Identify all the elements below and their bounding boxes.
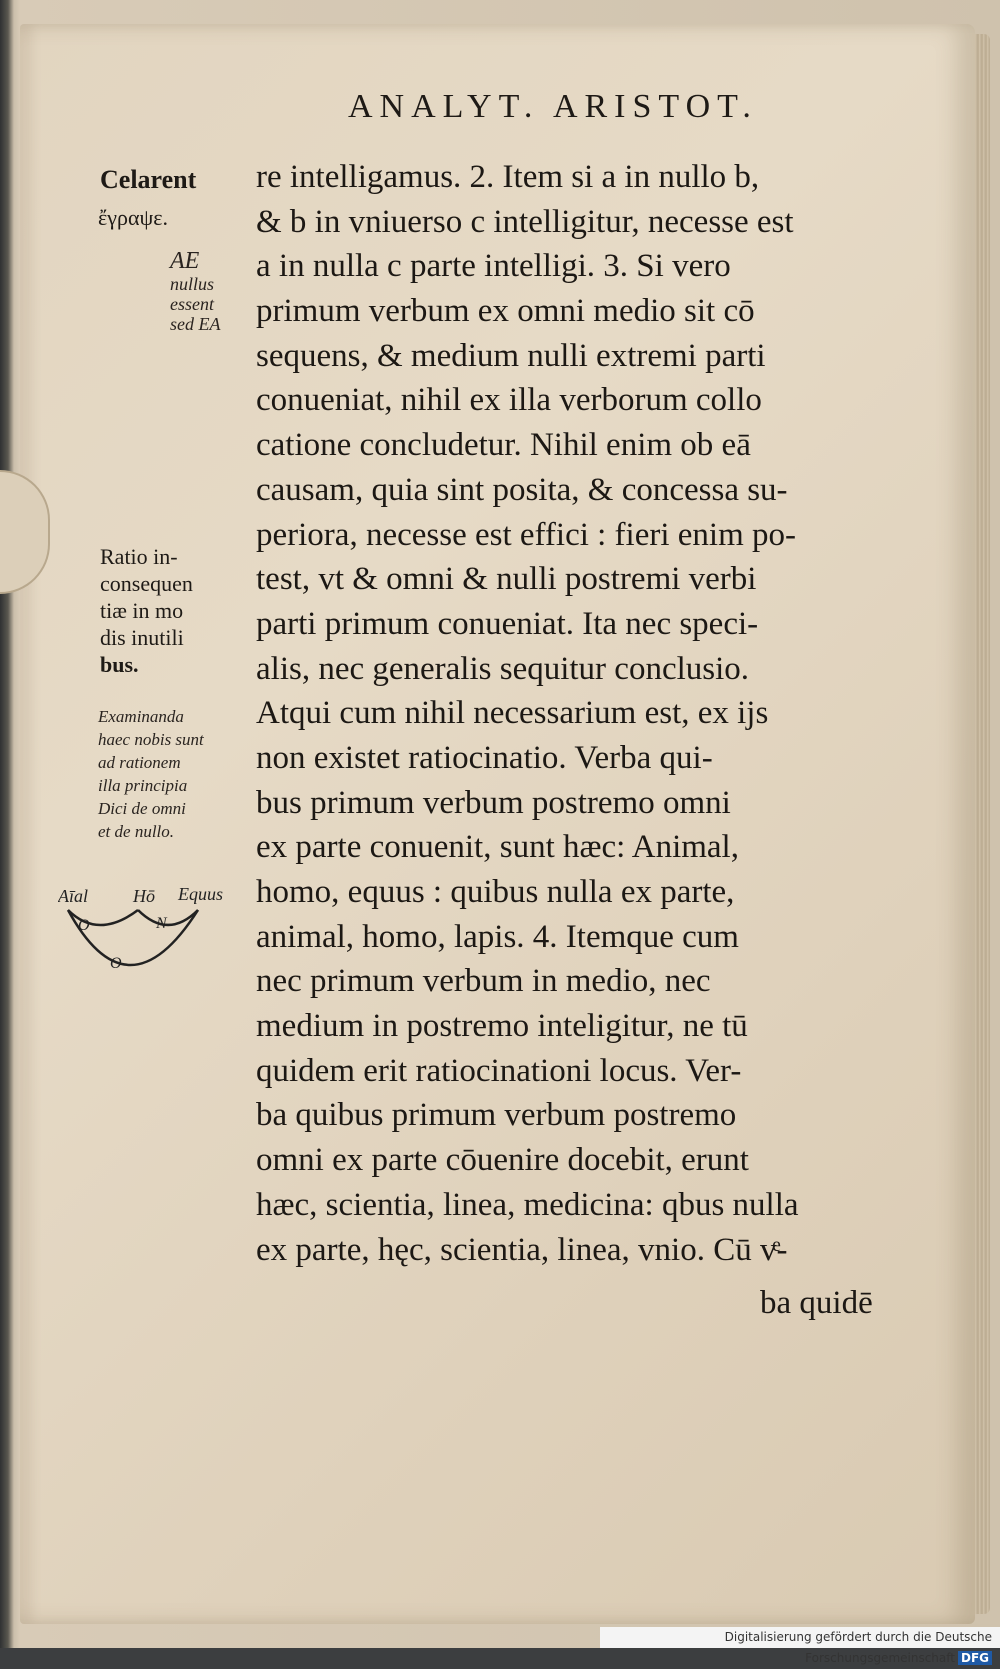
text-line: non existet ratiocinatio. Verba qui- bbox=[256, 739, 713, 776]
body-text bbox=[256, 155, 926, 1272]
text-line: a in nulla c parte intelligi. 3. Si vero bbox=[256, 248, 731, 285]
handwritten-line: essent bbox=[170, 294, 214, 314]
handwritten-note-top bbox=[170, 248, 262, 334]
footer-text: Digitalisierung gefördert durch die Deutsche Forschungsgemeinschaft bbox=[724, 1630, 992, 1665]
text-line: sequens, & medium nulli extremi parti bbox=[256, 337, 766, 374]
text-line: causam, quia sint posita, & concessa su- bbox=[256, 471, 788, 508]
diagram-label: O bbox=[78, 917, 90, 934]
handwritten-line: sed EA bbox=[170, 314, 221, 334]
margin-line: consequen bbox=[100, 571, 193, 596]
handwritten-line: ad rationem bbox=[98, 753, 181, 772]
digitization-footer bbox=[600, 1627, 1000, 1665]
text-line: primum verbum ex omni medio sit cō bbox=[256, 293, 755, 330]
text-line: catione concludetur. Nihil enim ob eā bbox=[256, 427, 751, 464]
diagram-label: Aīal bbox=[58, 886, 88, 906]
running-head: ANALYT. ARISTOT. bbox=[348, 88, 758, 125]
handwritten-line: haec nobis sunt bbox=[98, 730, 204, 749]
diagram-label: N bbox=[156, 915, 167, 932]
handwritten-line: Examinanda bbox=[98, 707, 184, 726]
text-line: parti primum conueniat. Ita nec speci- bbox=[256, 605, 759, 642]
diagram-label: Equus bbox=[178, 884, 223, 904]
margin-note-greek: ἔγραψε. bbox=[98, 205, 168, 230]
handwritten-line: AE bbox=[170, 248, 200, 274]
handwritten-line: et de nullo. bbox=[98, 822, 175, 841]
margin-line: Ratio in- bbox=[100, 544, 178, 569]
handwritten-line: Dici de omni bbox=[98, 799, 186, 818]
text-line: quidem erit ratiocinationi locus. Ver- bbox=[256, 1052, 742, 1089]
margin-line: bus. bbox=[100, 652, 139, 677]
margin-note-ratio bbox=[100, 543, 240, 678]
margin-note-celarent: Celarent bbox=[100, 165, 197, 194]
text-line: hæc, scientia, linea, medicina: qbus nulla bbox=[256, 1186, 799, 1223]
diagram-label: Hō bbox=[133, 886, 155, 906]
margin-line: dis inutili bbox=[100, 625, 184, 650]
syllogism-diagram bbox=[58, 880, 258, 1010]
margin-line: tiæ in mo bbox=[100, 598, 184, 623]
dfg-logo: DFG bbox=[958, 1651, 992, 1665]
text-line: Atqui cum nihil necessarium est, ex ijs bbox=[256, 695, 769, 732]
handwritten-note-middle bbox=[98, 705, 258, 843]
text-line: ex parte, hęc, scientia, linea, vnio. Cū vͤ- bbox=[256, 1231, 788, 1268]
handwritten-line: illa principia bbox=[98, 776, 188, 795]
text-line: ex parte conuenit, sunt hæc: Animal, bbox=[256, 829, 739, 866]
text-line: conueniat, nihil ex illa verborum collo bbox=[256, 382, 762, 419]
text-line: test, vt & omni & nulli postremi verbi bbox=[256, 561, 757, 598]
text-line: & b in vniuerso c intelligitur, necesse est bbox=[256, 203, 794, 240]
text-line: nec primum verbum in medio, nec bbox=[256, 963, 711, 1000]
text-line: re intelligamus. 2. Item si a in nullo b, bbox=[256, 159, 760, 195]
catchword: ba quidē bbox=[760, 1285, 873, 1321]
text-line: periora, necesse est effici : fieri enim po- bbox=[256, 516, 796, 553]
text-line: bus primum verbum postremo omni bbox=[256, 784, 731, 821]
text-line: medium in postremo inteligitur, ne tū bbox=[256, 1008, 748, 1045]
diagram-label: O bbox=[110, 955, 122, 972]
text-line: ba quibus primum verbum postremo bbox=[256, 1097, 737, 1134]
text-line: omni ex parte cōuenire docebit, erunt bbox=[256, 1142, 749, 1179]
text-line: animal, homo, lapis. 4. Itemque cum bbox=[256, 918, 739, 955]
text-line: homo, equus : quibus nulla ex parte, bbox=[256, 874, 735, 910]
text-line: alis, nec generalis sequitur conclusio. bbox=[256, 650, 750, 687]
handwritten-line: nullus bbox=[170, 274, 215, 294]
